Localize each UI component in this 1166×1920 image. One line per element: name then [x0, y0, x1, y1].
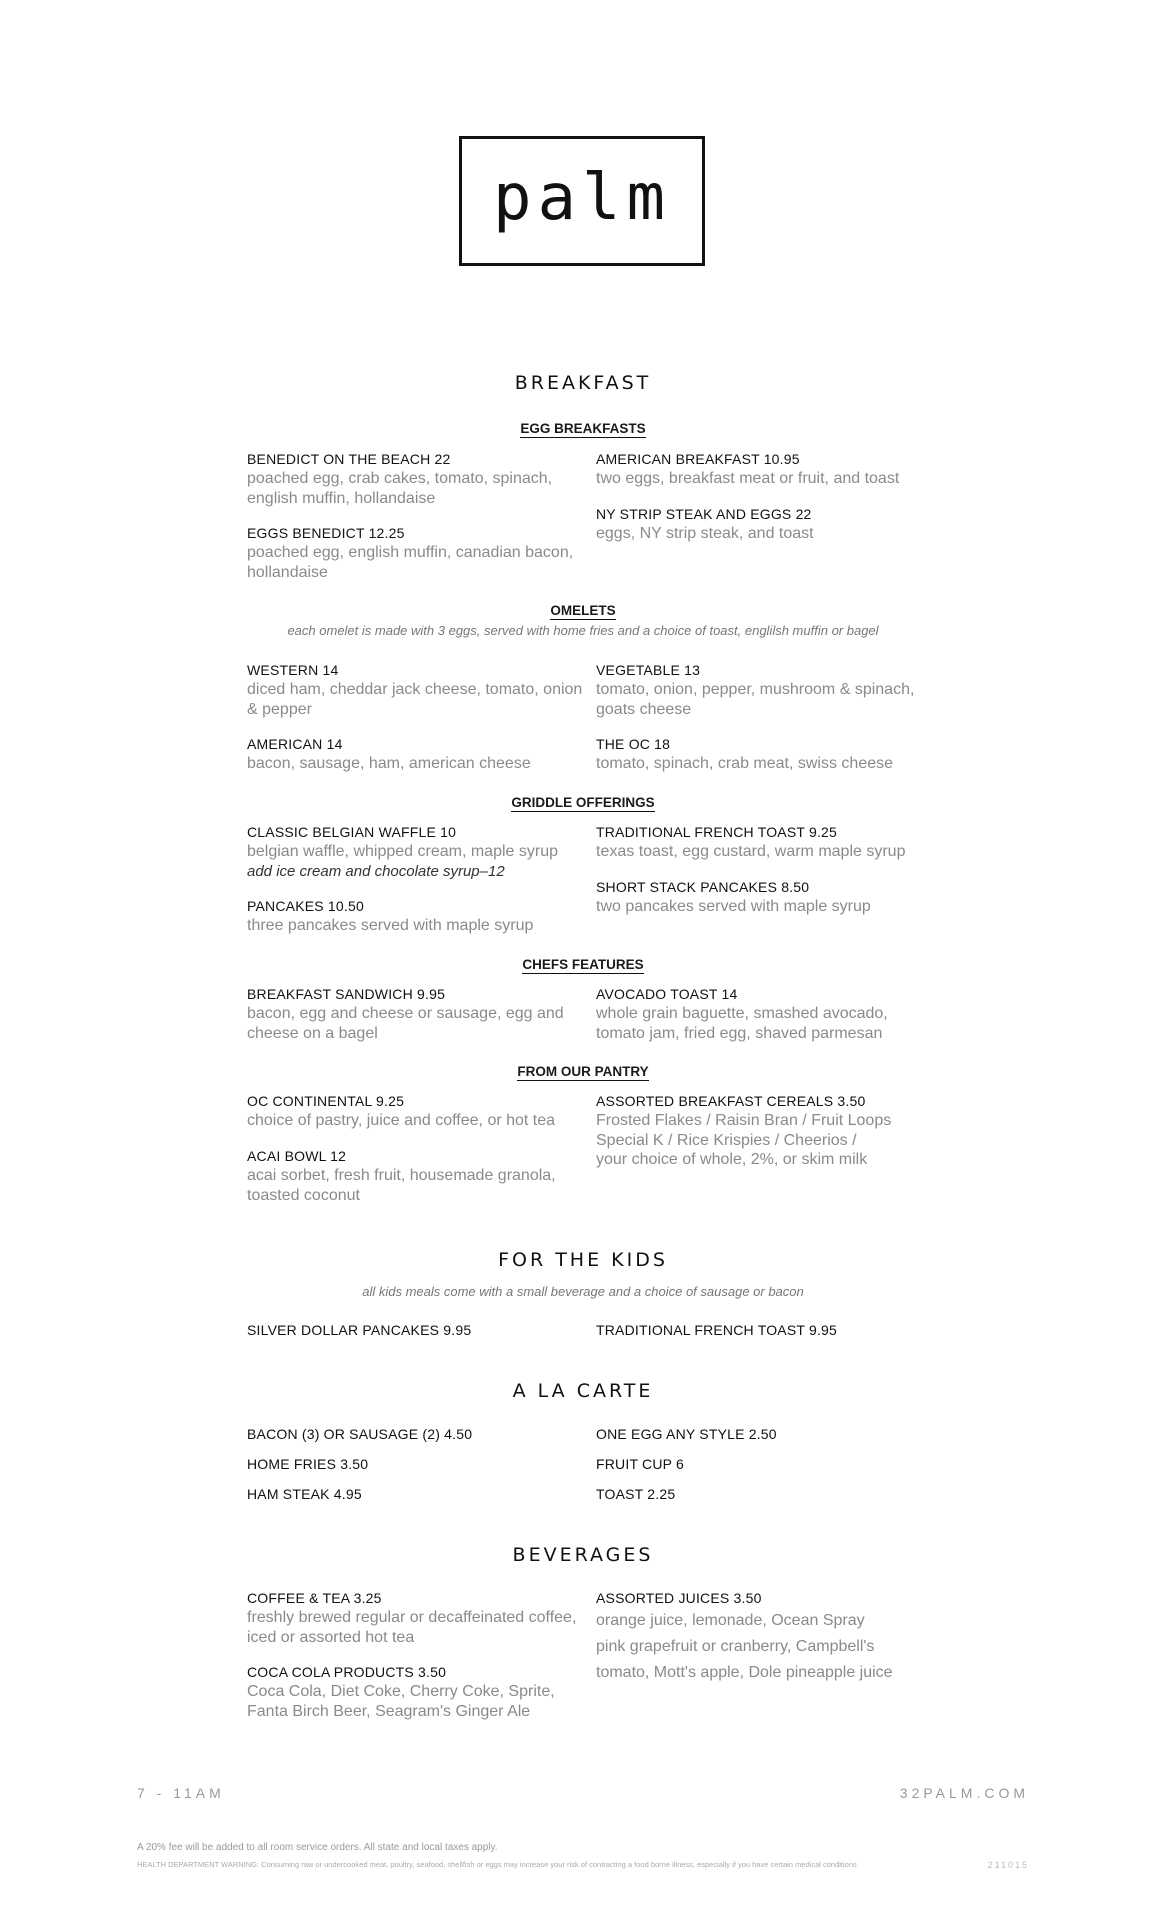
omelets-heading: OMELETS [550, 603, 616, 618]
logo-box [459, 136, 705, 266]
beverages-title: BEVERAGES [512, 1544, 654, 1566]
item-desc: two eggs, breakfast meat or fruit, and toast [596, 470, 900, 487]
hours: 7 - 11AM [137, 1785, 225, 1801]
item-name: ASSORTED JUICES 3.50 [596, 1590, 762, 1606]
item-name: ASSORTED BREAKFAST CEREALS 3.50 [596, 1093, 866, 1109]
menu-item [247, 823, 587, 881]
item-extra: add ice cream and chocolate syrup–12 [247, 862, 505, 880]
menu-item [247, 1485, 587, 1504]
item-name: AMERICAN 14 [247, 736, 343, 752]
item-desc: acai sorbet, fresh fruit, housemade granola, toasted coconut [247, 1167, 556, 1204]
item-desc: belgian waffle, whipped cream, maple syrup [247, 843, 558, 860]
menu-code: 211015 [987, 1860, 1029, 1870]
item-name: ACAI BOWL 12 [247, 1148, 347, 1164]
item-desc: your choice of whole, 2%, or skim milk [596, 1151, 868, 1168]
menu-item [596, 1092, 936, 1170]
item-desc: diced ham, cheddar jack cheese, tomato, onion & pepper [247, 681, 583, 718]
item-name: COCA COLA PRODUCTS 3.50 [247, 1664, 447, 1680]
menu-item [247, 450, 587, 508]
menu-item [596, 1589, 936, 1686]
item-desc: Special K / Rice Krispies / Cheerios / [596, 1131, 857, 1149]
item-name: TRADITIONAL FRENCH TOAST 9.25 [596, 824, 838, 840]
menu-item [596, 1321, 936, 1340]
carte-title: A LA CARTE [512, 1380, 654, 1402]
menu-item [247, 524, 587, 582]
menu-item [247, 1589, 587, 1647]
menu-item [596, 823, 936, 862]
item-desc: tomato, onion, pepper, mushroom & spinach, goats cheese [596, 681, 915, 718]
item-desc: poached egg, english muffin, canadian bacon, hollandaise [247, 544, 574, 581]
menu-item [596, 505, 936, 544]
logo-text: palm [492, 161, 672, 235]
item-name: HAM STEAK 4.95 [247, 1486, 362, 1502]
item-desc: orange juice, lemonade, Ocean Spray [596, 1612, 865, 1629]
item-name: BACON (3) OR SAUSAGE (2) 4.50 [247, 1426, 473, 1442]
item-name: EGGS BENEDICT 12.25 [247, 525, 405, 541]
item-name: BENEDICT ON THE BEACH 22 [247, 451, 451, 467]
menu-item [596, 985, 936, 1043]
item-desc: Coca Cola, Diet Coke, Cherry Coke, Sprite, Fanta Birch Beer, Seagram's Ginger Ale [247, 1683, 555, 1720]
chefs-heading: CHEFS FEATURES [522, 957, 644, 972]
menu-item [247, 661, 587, 719]
item-name: VEGETABLE 13 [596, 662, 701, 678]
item-name: NY STRIP STEAK AND EGGS 22 [596, 506, 812, 522]
item-desc: three pancakes served with maple syrup [247, 917, 534, 934]
menu-item [247, 1321, 587, 1340]
item-desc: whole grain baguette, smashed avocado, tomato jam, fried egg, shaved parmesan [596, 1005, 888, 1042]
item-name: OC CONTINENTAL 9.25 [247, 1093, 405, 1109]
item-desc: bacon, sausage, ham, american cheese [247, 755, 531, 772]
menu-item [247, 1147, 587, 1205]
menu-item [247, 735, 587, 774]
fee-note: A 20% fee will be added to all room service orders. All state and local taxes apply. [137, 1842, 498, 1853]
item-name: CLASSIC BELGIAN WAFFLE 10 [247, 824, 457, 840]
item-desc: tomato, Mott's apple, Dole pineapple juice [596, 1664, 893, 1681]
menu-item [596, 1455, 936, 1474]
item-desc: eggs, NY strip steak, and toast [596, 525, 814, 542]
pantry-heading: FROM OUR PANTRY [517, 1064, 649, 1079]
item-name: TRADITIONAL FRENCH TOAST 9.95 [596, 1322, 838, 1338]
item-name: PANCAKES 10.50 [247, 898, 364, 914]
menu-item [247, 985, 587, 1043]
menu-item [247, 897, 587, 936]
item-name: ONE EGG ANY STYLE 2.50 [596, 1426, 777, 1442]
kids-title: FOR THE KIDS [498, 1249, 668, 1271]
menu-item [596, 1485, 936, 1504]
menu-item [596, 661, 936, 719]
item-name: FRUIT CUP 6 [596, 1456, 685, 1472]
menu-item [247, 1092, 587, 1131]
menu-item [247, 1455, 587, 1474]
breakfast-title: BREAKFAST [514, 372, 652, 394]
item-name: COFFEE & TEA 3.25 [247, 1590, 382, 1606]
item-name: THE OC 18 [596, 736, 671, 752]
item-name: HOME FRIES 3.50 [247, 1456, 369, 1472]
item-name: AMERICAN BREAKFAST 10.95 [596, 451, 800, 467]
item-name: WESTERN 14 [247, 662, 339, 678]
item-name: SILVER DOLLAR PANCAKES 9.95 [247, 1322, 472, 1338]
menu-item [596, 735, 936, 774]
menu-item [596, 450, 936, 489]
item-desc: texas toast, egg custard, warm maple syrup [596, 843, 906, 860]
item-desc: choice of pastry, juice and coffee, or hot tea [247, 1112, 556, 1129]
item-name: BREAKFAST SANDWICH 9.95 [247, 986, 446, 1002]
health-warning: HEALTH DEPARTMENT WARNING: Consuming raw or undercooked meat, poultry, seafood, shellfish or eggs may increase your risk of contracting a food borne illness, especially if you have certain medical conditions [137, 1860, 857, 1869]
menu-item [596, 878, 936, 917]
item-name: AVOCADO TOAST 14 [596, 986, 738, 1002]
item-desc: two pancakes served with maple syrup [596, 898, 871, 915]
egg-breakfasts-heading: EGG BREAKFASTS [520, 421, 646, 436]
item-name: TOAST 2.25 [596, 1486, 676, 1502]
item-name: SHORT STACK PANCAKES 8.50 [596, 879, 810, 895]
item-desc: pink grapefruit or cranberry, Campbell's [596, 1638, 875, 1655]
item-desc: poached egg, crab cakes, tomato, spinach, english muffin, hollandaise [247, 470, 553, 507]
omelets-note: each omelet is made with 3 eggs, served with home fries and a choice of toast, englilsh muffin or bagel [287, 623, 879, 638]
item-desc: bacon, egg and cheese or sausage, egg and cheese on a bagel [247, 1005, 564, 1042]
griddle-heading: GRIDDLE OFFERINGS [511, 795, 655, 810]
menu-item [247, 1425, 587, 1444]
item-desc: Frosted Flakes / Raisin Bran / Fruit Loops [596, 1112, 892, 1129]
website: 32PALM.COM [899, 1785, 1029, 1801]
menu-item [247, 1663, 587, 1721]
menu-item [596, 1425, 936, 1444]
kids-note: all kids meals come with a small beverage and a choice of sausage or bacon [362, 1284, 804, 1299]
item-desc: tomato, spinach, crab meat, swiss cheese [596, 755, 894, 772]
item-desc: freshly brewed regular or decaffeinated coffee, iced or assorted hot tea [247, 1609, 577, 1646]
